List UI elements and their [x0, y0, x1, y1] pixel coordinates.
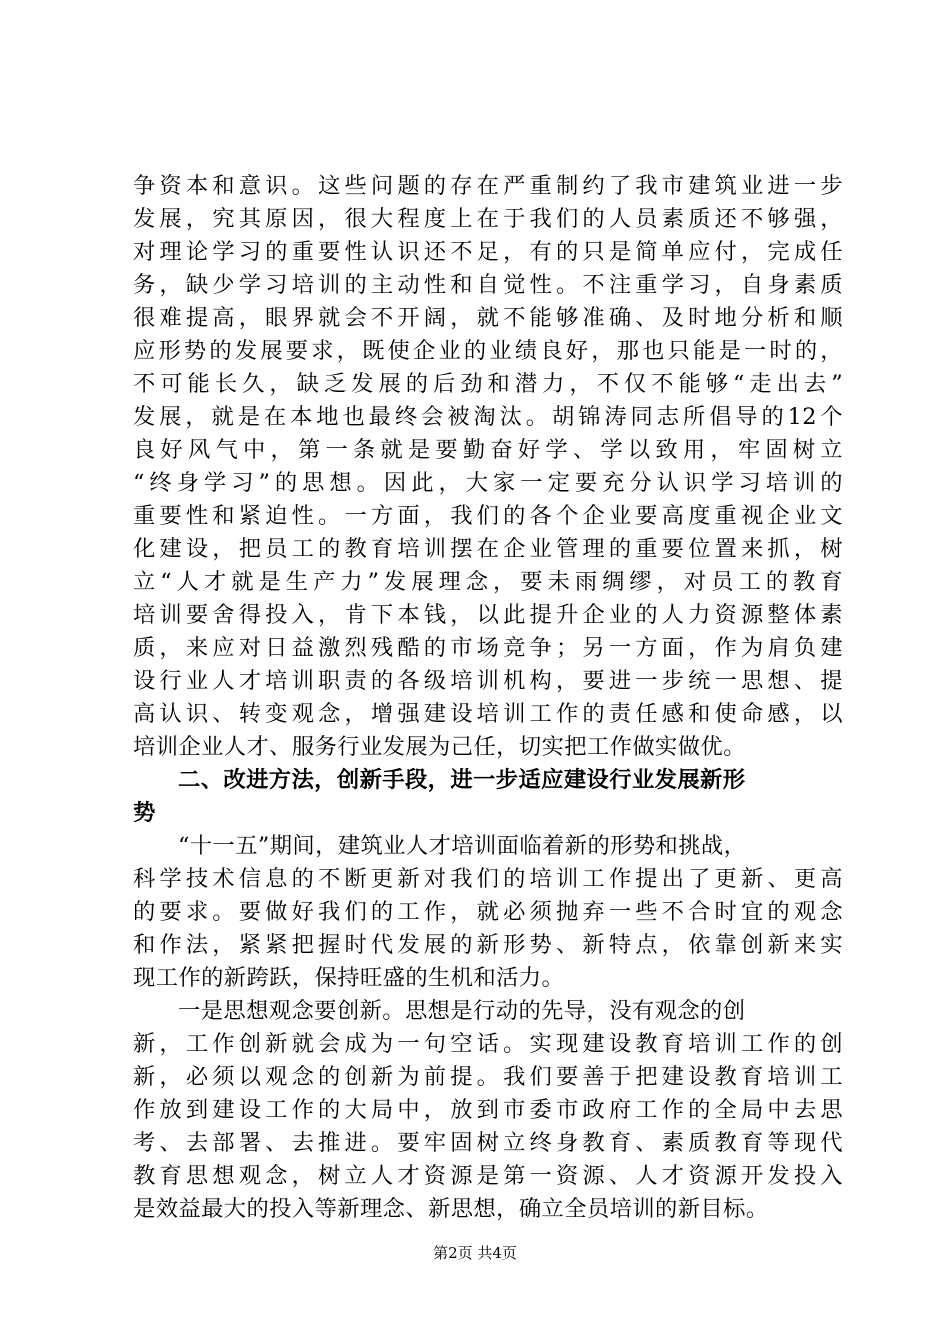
- body-line: 良好风气中，第一条就是要勤奋好学、学以致用，牢固树立: [133, 437, 843, 463]
- body-line: “终身学习”的思想。因此，大家一定要充分认识学习培训的: [133, 470, 843, 496]
- document-body: [133, 170, 843, 1226]
- body-line: 的要求。要做好我们的工作，就必须抛弃一些不合时宜的观念: [133, 899, 843, 925]
- body-line: “十一五”期间，建筑业人才培训面临着新的形势和挑战，: [178, 833, 747, 859]
- body-line: 应形势的发展要求，既使企业的业绩良好，那也只能是一时的，: [133, 338, 843, 364]
- body-line: 培训要舍得投入，肯下本钱，以此提升企业的人力资源整体素: [133, 602, 843, 628]
- body-line: 对理论学习的重要性认识还不足，有的只是简单应付，完成任: [133, 239, 843, 265]
- body-line: 重要性和紧迫性。一方面，我们的各个企业要高度重视企业文: [133, 503, 843, 529]
- page-number: 第2页 共4页: [433, 1244, 517, 1262]
- body-line: 培训企业人才、服务行业发展为己任，切实把工作做实做优。: [133, 734, 746, 760]
- body-line: 现工作的新跨跃，保持旺盛的生机和活力。: [133, 965, 565, 991]
- body-line: 作放到建设工作的大局中，放到市委市政府工作的全局中去思: [133, 1097, 843, 1123]
- body-line: 和作法，紧紧把握时代发展的新形势、新特点，依靠创新来实: [133, 932, 843, 958]
- body-line: 考、去部署、去推进。要牢固树立终身教育、素质教育等现代: [133, 1130, 843, 1156]
- section-heading-continued: 势: [133, 800, 156, 826]
- body-line: 设行业人才培训职责的各级培训机构，要进一步统一思想、提: [133, 668, 843, 694]
- body-line: 高认识、转变观念，增强建设培训工作的责任感和使命感，以: [133, 701, 843, 727]
- body-line: 新，工作创新就会成为一句空话。实现建设教育培训工作的创: [133, 1031, 843, 1057]
- body-line: 科学技术信息的不断更新对我们的培训工作提出了更新、更高: [133, 866, 843, 892]
- body-line: 新，必须以观念的创新为前提。我们要善于把建设教育培训工: [133, 1064, 843, 1090]
- body-line: 争资本和意识。这些问题的存在严重制约了我市建筑业进一步: [133, 173, 843, 199]
- body-line: 一是思想观念要创新。思想是行动的先导，没有观念的创: [178, 998, 746, 1024]
- body-line: 很难提高，眼界就会不开阔，就不能够准确、及时地分析和顺: [133, 305, 843, 331]
- section-heading: 二、改进方法，创新手段，进一步适应建设行业发展新形: [178, 767, 746, 793]
- body-line: 是效益最大的投入等新理念、新思想，确立全员培训的新目标。: [133, 1196, 769, 1222]
- body-line: 教育思想观念，树立人才资源是第一资源、人才资源开发投入: [133, 1163, 843, 1189]
- body-line: 务，缺少学习培训的主动性和自觉性。不注重学习，自身素质: [133, 272, 843, 298]
- body-line: 质，来应对日益激烈残酷的市场竞争；另一方面，作为肩负建: [133, 635, 843, 661]
- body-line: 发展，究其原因，很大程度上在于我们的人员素质还不够强，: [133, 206, 843, 232]
- body-line: 发展，就是在本地也最终会被淘汰。胡锦涛同志所倡导的12个: [133, 404, 843, 430]
- body-line: 不可能长久，缺乏发展的后劲和潜力，不仅不能够“走出去”: [133, 371, 843, 397]
- body-line: 化建设，把员工的教育培训摆在企业管理的重要位置来抓，树: [133, 536, 843, 562]
- body-line: 立“人才就是生产力”发展理念，要未雨绸缪，对员工的教育: [133, 569, 843, 595]
